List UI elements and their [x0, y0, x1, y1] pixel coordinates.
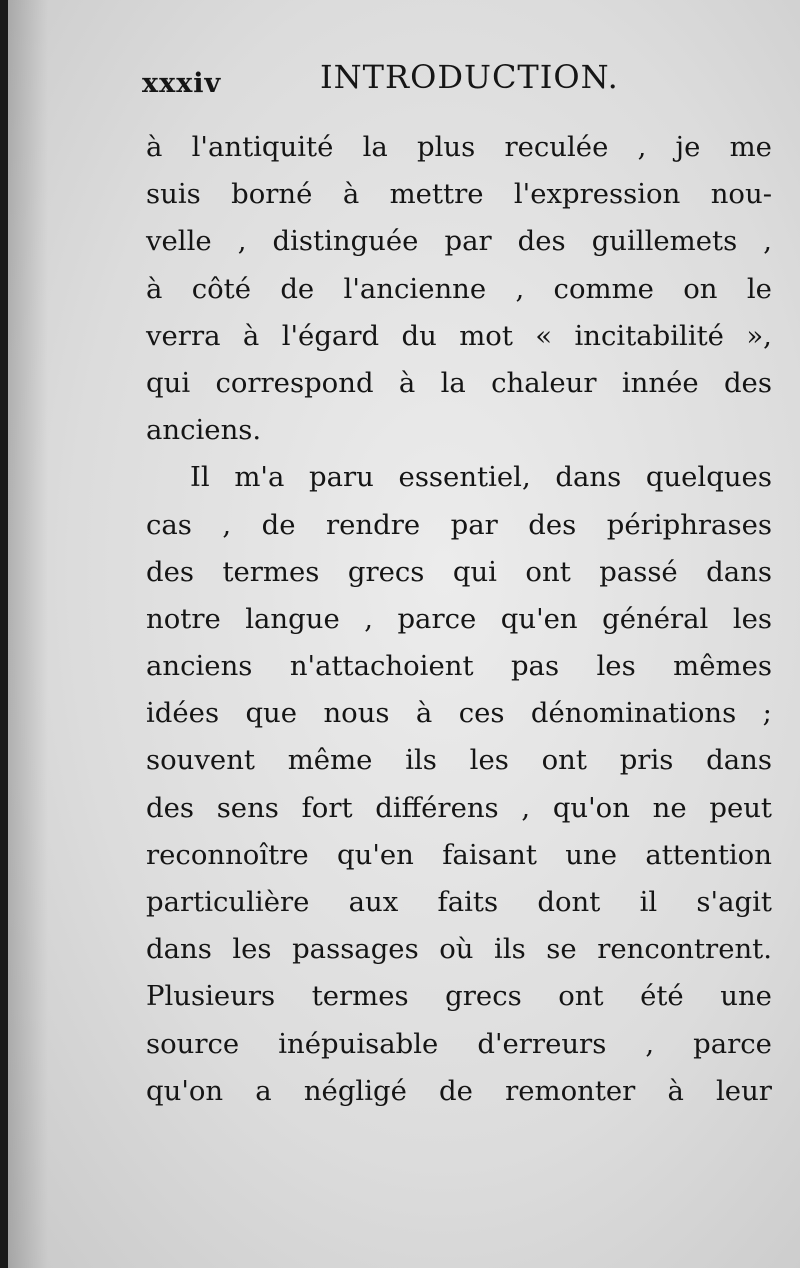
page-gutter-shadow	[8, 0, 48, 1268]
text-line: velle , distinguée par des guillemets ,	[146, 225, 772, 258]
text-line: cas , de rendre par des périphrases	[146, 508, 772, 541]
page-number: xxxiv	[142, 68, 222, 99]
text-line: souvent même ils les ont pris dans	[146, 744, 772, 777]
page-header	[142, 58, 642, 108]
text-line: dans les passages où ils se rencontrent.	[146, 933, 772, 966]
text-line: suis borné à mettre l'expression nou-	[146, 178, 772, 211]
running-title: INTRODUCTION.	[320, 58, 619, 96]
text-line: particulière aux faits dont il s'agit	[146, 886, 772, 918]
text-line: à côté de l'ancienne , comme on le	[146, 272, 772, 305]
text-line: anciens n'attachoient pas les mêmes	[146, 650, 772, 683]
text-line: des sens fort différens , qu'on ne peut	[146, 791, 772, 824]
text-line: qu'on a négligé de remonter à leur	[146, 1074, 772, 1107]
text-line: notre langue , parce qu'en général les	[146, 602, 772, 635]
text-line: à l'antiquité la plus reculée , je me	[146, 131, 772, 163]
text-line: des termes grecs qui ont passé dans	[146, 555, 772, 588]
text-line: qui correspond à la chaleur innée des	[146, 366, 772, 399]
text-line: idées que nous à ces dénominations ;	[146, 697, 772, 730]
text-line: source inépuisable d'erreurs , parce	[146, 1027, 772, 1060]
text-line: verra à l'égard du mot « incitabilité »,	[146, 319, 772, 352]
paragraph-start-line: Il m'a paru essentiel, dans quelques	[190, 461, 772, 494]
text-line: reconnoître qu'en faisant une attention	[146, 838, 772, 871]
text-line: anciens.	[146, 414, 262, 447]
text-line: Plusieurs termes grecs ont été une	[146, 980, 772, 1013]
body-text	[146, 124, 772, 1115]
book-page	[8, 0, 800, 1268]
